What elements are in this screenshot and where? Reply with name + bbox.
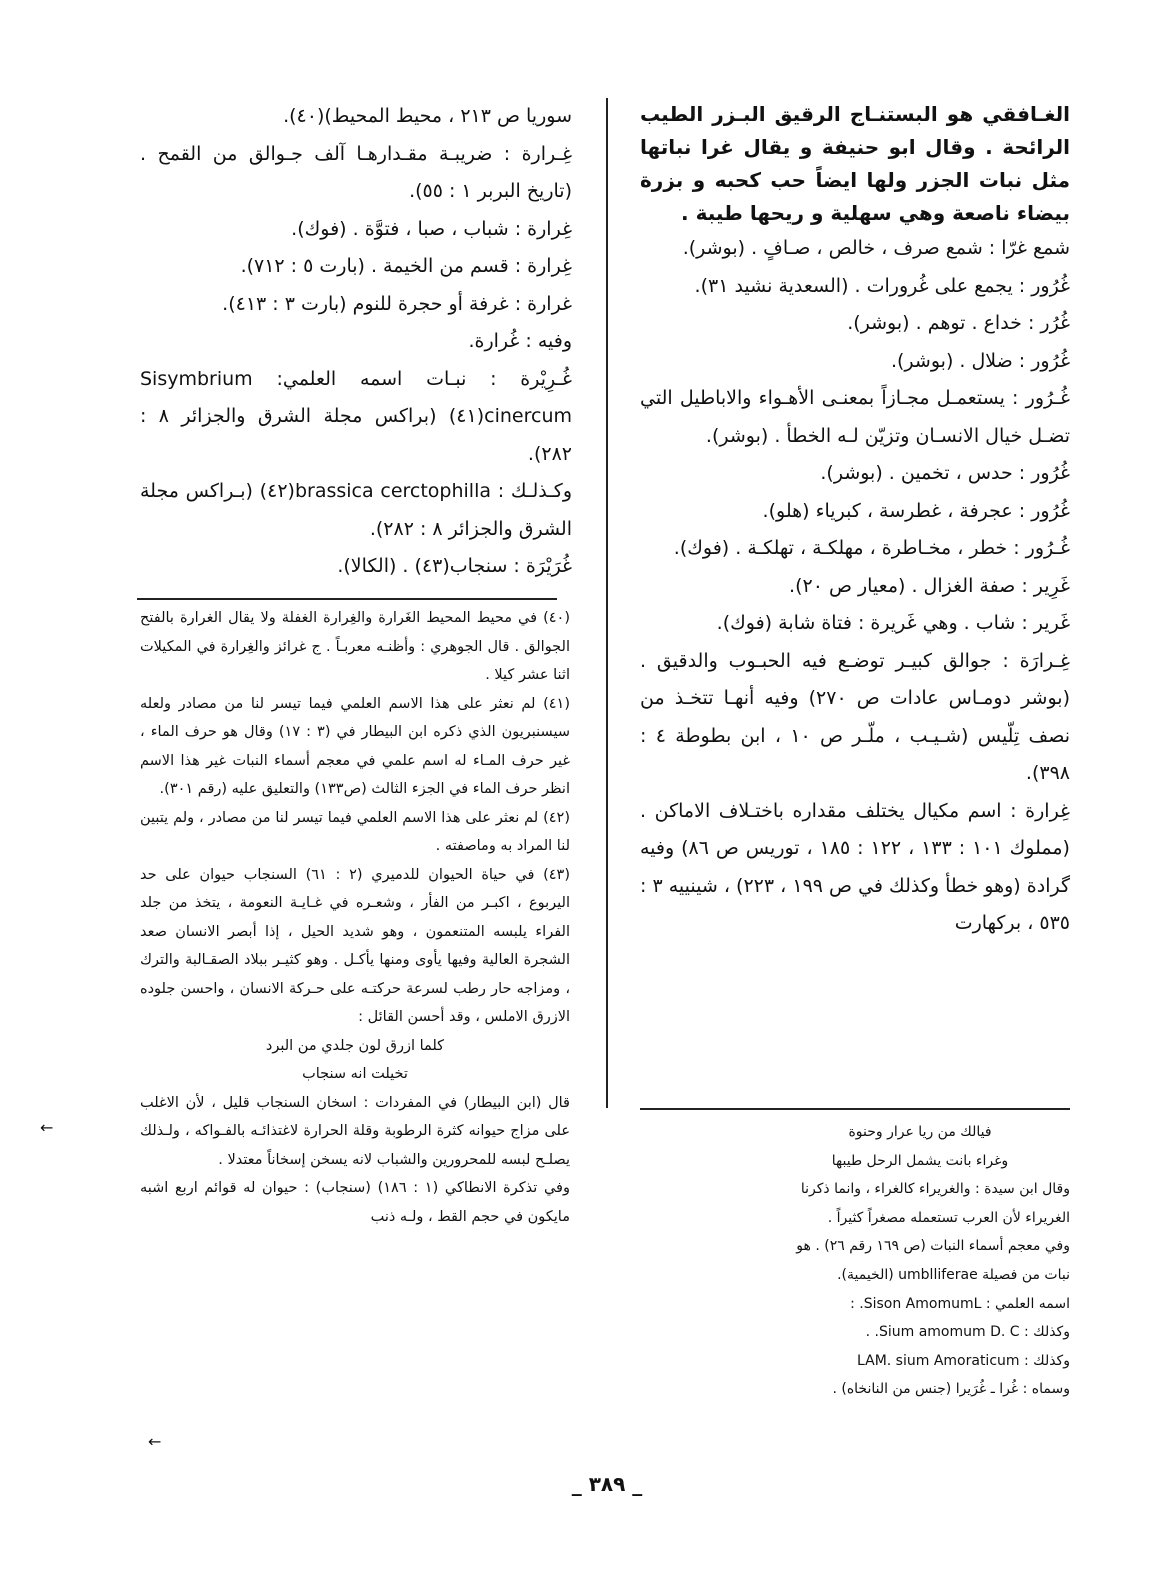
footnote: وفي تذكرة الانطاكي (١ : ١٨٦) (سنجاب) : حيوان له قوائم اربع اشبه مايكون في حجم القط ، ولـه ذنب bbox=[140, 1180, 570, 1225]
entry-paragraph: غُـرُور : خطر ، مخـاطرة ، مهلكـة ، تهلكـة . (فوك). bbox=[673, 537, 1070, 559]
right-column bbox=[640, 98, 1070, 943]
entry-paragraph: غُرُور : عجرفة ، غطرسة ، كبرياء (هلو). bbox=[762, 499, 1070, 522]
poem-line: وغراء بانت يشمل الرحل طيبها bbox=[831, 1152, 1009, 1169]
entry-paragraph: غِـرارة : ضريبـة مقـدارهـا آلف جـوالق من القمح . (تاريخ البربر ١ : ٥٥). bbox=[140, 142, 572, 202]
footnote-line: وفي معجم أسماء النبات (ص ١٦٩ رقم ٢٦) . هو نبات من فصيلة umblliferae (الخيمية). bbox=[796, 1238, 1070, 1283]
entry-paragraph: غُرُور : يجمع على غُرورات . (السعدية نشيد ٣١). bbox=[694, 274, 1070, 297]
footnote: (٤١) لم نعثر على هذا الاسم العلمي فيما تيسر لنا من مصادر ولعله سيسنبريون الذي ذكره ابن البيطار في (٣ : ١٧) وقال هو حرف الماء ، غير حرف المـاء له اسم علمي في معجم أسماء النبات غير هذا الاسم انظر حرف الماء في الجزء الثالث (ص١٣٣) والتعليق عليه (رقم ٣٠١). bbox=[140, 695, 571, 797]
footnote-line: وقال ابن سيدة : والغريراء كالغراء ، وانما ذكرنا الغريراء لأن العرب تستعمله مصغراً كثيراً . bbox=[800, 1181, 1070, 1226]
footnote-separator bbox=[137, 598, 557, 600]
footnote-line: وكذلك : Sium amomum D. C. . bbox=[865, 1324, 1070, 1341]
footnote-line: وكذلك : LAM. sium Amoraticum bbox=[857, 1352, 1070, 1369]
entry-paragraph: غُرُور : ضلال . (بوشر). bbox=[890, 349, 1070, 372]
entry-paragraph: غرارة : غرفة أو حجرة للنوم (بارت ٣ : ٤١٣). bbox=[222, 292, 572, 315]
footnote: (٤٠) في محيط المحيط الغَرارة والغِرارة الغفلة ولا يقال الغرارة بالفتح الجوالق . قال الجوهري : وأظنـه معربـاً . ج غرائز والغِرارة في المكيلات اثنا عشر كيلا . bbox=[140, 610, 570, 683]
footnote-separator bbox=[640, 1108, 1070, 1110]
entry-paragraph: غُرُر : خداع . توهم . (بوشر). bbox=[847, 312, 1070, 334]
entry-paragraph: شمع غرّا : شمع صرف ، خالص ، صـافٍ . (بوشر). bbox=[682, 237, 1070, 259]
page-number: _ ٣٨٩ _ bbox=[571, 1472, 643, 1496]
poem-line: تخيلت انه سنجاب bbox=[302, 1066, 408, 1082]
left-column bbox=[140, 98, 572, 586]
entry-paragraph: غُـرِيْرة : نبـات اسمه العلمي: Sisymbrium cinercum(٤١) (براكس مجلة الشرق والجزائر ٨ : ٢٨٢). bbox=[140, 367, 572, 465]
entry-paragraph: غِـرارَة : جوالق كبيـر توضـع فيه الحبـوب والدقيق . (بوشر دومـاس عادات ص ٢٧٠) وفيه أنهـا تتخـذ من نصف تِلّيس (شـيـب ، ملّـر ص ١٠ ، ابن بطوطة ٤ : ٣٩٨). bbox=[640, 649, 1070, 784]
entry-paragraph: سوريا ص ٢١٣ ، محيط المحيط)(٤٠). bbox=[283, 105, 572, 127]
entry-paragraph: غُرُور : حدس ، تخمين . (بوشر). bbox=[820, 462, 1070, 484]
entry-paragraph: غِرارة : اسم مكيال يختلف مقداره باختـلاف الاماكن . (مملوك ١٠١ : ١٣٣ ، ١٢٢ : ١٨٥ ، توريس ص ٨٦) وفيه گرادة (وهو خطأ وكذلك في ص ١٩٩ ، ٢٢٣) ، شينييه ٣ : ٥٣٥ ، بركهارت bbox=[640, 799, 1070, 934]
entry-paragraph: وفيه : غُرارة. bbox=[468, 330, 572, 352]
footnote: قال (ابن البيطار) في المفردات : اسخان السنجاب قليل ، لأن الاغلب على مزاج حيوانه كثرة الرطوبة وقلة الحرارة لاغتذائـه بالفـواكه ، ولـذلك يصلـح لبسه للمحرورين والشباب لانه يسخن إسخاناً معتدلا . bbox=[140, 1094, 570, 1168]
poem-line: فيالك من ريا عرار وحنوة bbox=[848, 1124, 992, 1140]
entry-paragraph: غِرارة : شباب ، صبا ، فتوَّة . (فوك). bbox=[291, 217, 572, 240]
entry-paragraph: غَرير : شاب . وهي غَريرة : فتاة شابة (فوك). bbox=[716, 612, 1070, 634]
poem-line: كلما ازرق لون جلدي من البرد bbox=[265, 1037, 445, 1054]
column-divider bbox=[606, 98, 608, 1108]
entry-paragraph: غُـرُور : يستعمـل مجـازاً بمعنـى الأهـواء والاباطيل التي تضـل خيال الانسـان وتزيّن لـه الخطأ . (بوشر). bbox=[640, 387, 1070, 447]
entry-paragraph: غَرِير : صفة الغزال . (معيار ص ٢٠). bbox=[789, 574, 1070, 597]
footnotes-left bbox=[140, 604, 570, 1231]
entry-paragraph: غِرارة : قسم من الخيمة . (بارت ٥ : ٧١٢). bbox=[240, 255, 572, 277]
continuation-arrow-icon: ← bbox=[148, 1432, 162, 1451]
entry-paragraph: الغـافقي هو البستنـاج الرقيق البـزر الطيب الرائحة . وقال ابو حنيفة و يقال غرا نباتها مثل نبات الجزر ولها ايضاً حب كحبه و بزرة بيضاء ناصعة وهي سهلية و ريحها طيبة . bbox=[640, 102, 1070, 225]
footnote-line: وسماه : غُرا ـ غُرَيرا (جنس من النانخاه) . bbox=[832, 1381, 1070, 1398]
entry-paragraph: غُرَيْرَة : سنجاب(٤٣) . (الكالا). bbox=[337, 555, 572, 577]
footnote-line: اسمه العلمي : Sison AmomumL. : bbox=[850, 1295, 1070, 1312]
footnote: (٤٣) في حياة الحيوان للدميري (٢ : ٦١) السنجاب حيوان على حد اليربوع ، اكبـر من الفأر ، وشعـره في غـايـة النعومة ، يتخذ من جلد الفراء يلبسه المتنعمون ، وهو شديد الحيل ، إذا أبصر الانسان صعد الشجرة العالية وفيها يأوى ومنها يأكـل . وهو كثيـر ببلاد الصقـالبة والترك ، ومزاجه حار رطب لسرعة حركتـه على حـركة الانسان ، واحسن جلوده الازرق الاملس ، وقد أحسن القائل : bbox=[140, 866, 570, 1025]
continuation-arrow-icon: ← bbox=[40, 1118, 54, 1137]
footnote: (٤٢) لم نعثر على هذا الاسم العلمي فيما تيسر لنا من مصادر ، ولم يتبين لنا المراد به وماصفته . bbox=[140, 809, 570, 854]
entry-paragraph: وكـذلـك : brassica cerctophilla(٤٢) (بـراكس مجلة الشرق والجزائر ٨ : ٢٨٢). bbox=[140, 480, 572, 540]
